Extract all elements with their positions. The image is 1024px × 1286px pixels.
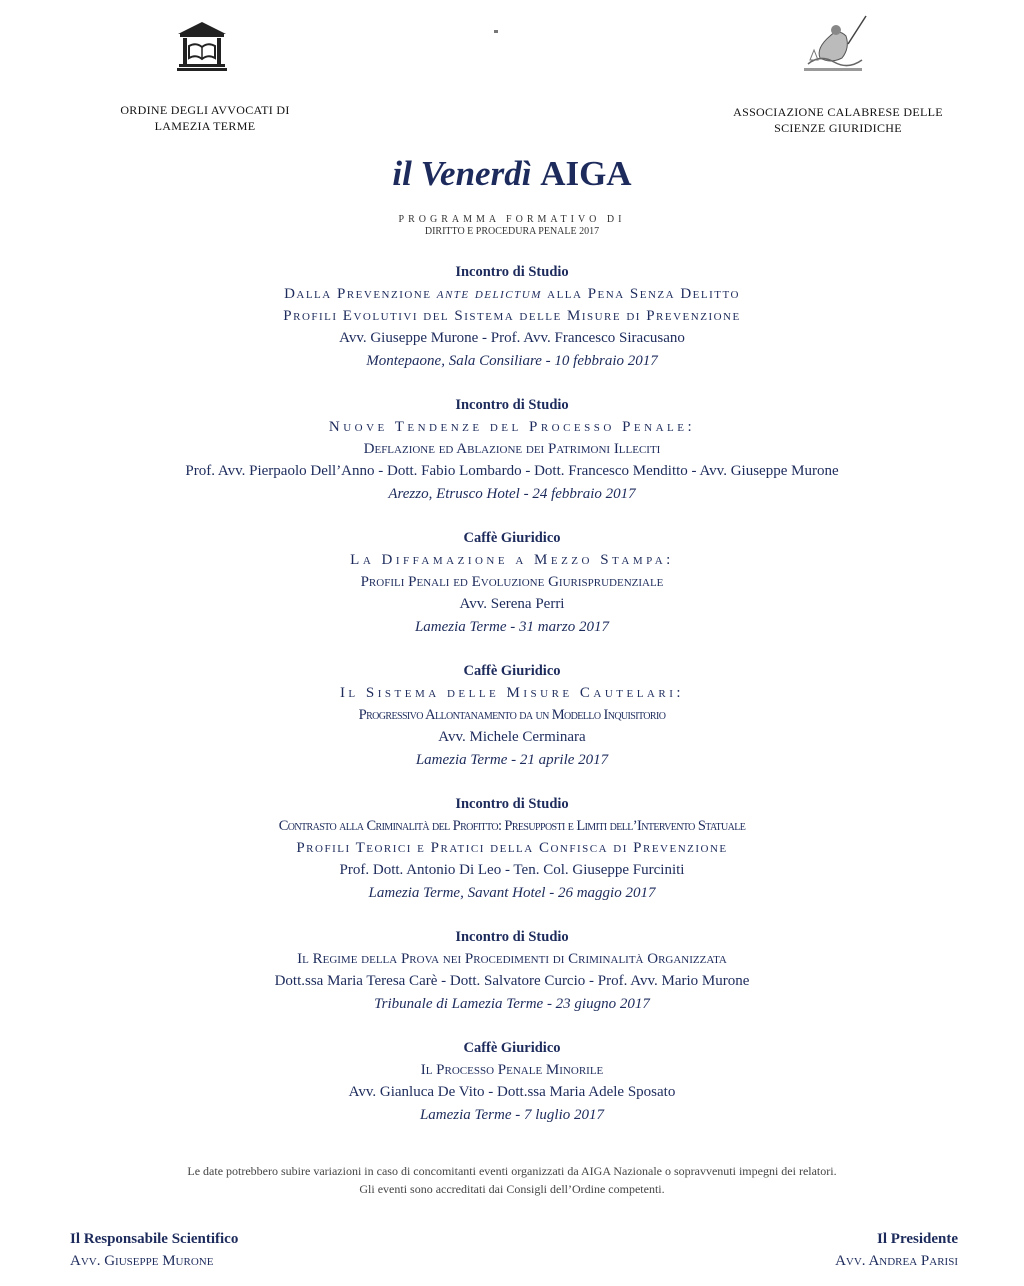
event-speakers: Prof. Avv. Pierpaolo Dell’Anno - Dott. Fabio Lombardo - Dott. Francesco Menditto - Avv. Giuseppe Murone [185,463,839,479]
signature-right [835,1228,958,1272]
event-title [0,283,1024,305]
page-title [0,154,1024,194]
event-item [0,661,1024,772]
event-speakers: Avv. Michele Cerminara [438,729,586,745]
event-type: Caffè Giuridico [463,530,561,546]
event-speakers: Prof. Dott. Antonio Di Leo - Ten. Col. Giuseppe Furciniti [339,862,685,878]
event-type: Incontro di Studio [455,796,569,812]
right-organization [720,104,956,136]
event-type: Caffè Giuridico [463,663,561,679]
event-speakers: Avv. Gianluca De Vito - Dott.ssa Maria Adele Sposato [348,1084,676,1100]
event-title: Il Processo Penale Minorile [420,1062,604,1078]
signature-role: Il Responsabile Scientifico [70,1231,239,1247]
event-type: Incontro di Studio [455,397,569,413]
signature-role: Il Presidente [877,1231,958,1247]
event-item [0,395,1024,506]
event-subtitle: Deflazione ed Ablazione dei Patrimoni Illeciti [363,441,661,457]
event-place-date: Montepaone, Sala Consiliare - 10 febbraio 2017 [366,353,658,369]
event-item [0,794,1024,905]
courthouse-book-icon [176,20,228,72]
note-line-1: Le date potrebbero subire variazioni in caso di concomitanti eventi organizzati da AIGA Nazionale o sopravvenuti impegni dei relatori. [187,1164,837,1178]
event-title-part: alla Pena Senza Delitto [541,286,740,302]
justice-figure-icon [800,14,872,80]
left-org-line-2: LAMEZIA TERME [154,119,256,133]
event-item [0,927,1024,1016]
event-type: Incontro di Studio [455,929,569,945]
event-title: Nuove Tendenze del Processo Penale: [328,419,696,435]
signature-name: Avv. Andrea Parisi [835,1253,958,1269]
event-item [0,262,1024,373]
title-bold: AIGA [540,154,632,193]
event-speakers: Avv. Giuseppe Murone - Prof. Avv. Francesco Siracusano [339,330,685,346]
event-speakers: Avv. Serena Perri [459,596,565,612]
event-subtitle: Profili Teorici e Pratici della Confisca di Prevenzione [296,840,728,856]
title-italic: il Venerdì [392,154,532,193]
program-line-2: DIRITTO E PROCEDURA PENALE 2017 [424,226,600,237]
small-mark [494,30,498,33]
event-subtitle: Profili Penali ed Evoluzione Giurisprudenziale [360,574,664,590]
right-org-line-2: SCIENZE GIURIDICHE [774,121,902,135]
event-place-date: Lamezia Terme - 7 luglio 2017 [419,1107,605,1123]
left-org-line-1: ORDINE DEGLI AVVOCATI DI [120,103,290,117]
event-speakers: Dott.ssa Maria Teresa Carè - Dott. Salvatore Curcio - Prof. Avv. Mario Murone [274,973,750,989]
note-line-2: Gli eventi sono accreditati dai Consigli dell’Ordine competenti. [359,1182,665,1196]
event-item [0,1038,1024,1127]
signature-name: Avv. Giuseppe Murone [70,1253,214,1269]
event-subtitle: Progressivo Allontanamento da un Modello Inquisitorio [358,707,666,723]
event-place-date: Lamezia Terme, Savant Hotel - 26 maggio 2017 [368,885,656,901]
signature-left [70,1228,238,1272]
event-type: Caffè Giuridico [463,1040,561,1056]
event-title-italic: ante delictum [436,286,542,302]
event-item [0,528,1024,639]
event-type: Incontro di Studio [455,264,569,280]
event-place-date: Lamezia Terme - 21 aprile 2017 [415,752,609,768]
events-list [0,262,1024,1149]
event-place-date: Arezzo, Etrusco Hotel - 24 febbraio 2017 [388,486,636,502]
left-organization [95,102,315,134]
event-place-date: Tribunale di Lamezia Terme - 23 giugno 2017 [374,996,650,1012]
event-title: Il Sistema delle Misure Cautelari: [339,685,685,701]
event-title-part: Dalla Prevenzione [284,286,437,302]
event-title: Contrasto alla Criminalità del Profitto: Presupposti e Limiti dell’Intervento Statuale [278,818,746,834]
event-title: Il Regime della Prova nei Procedimenti di Criminalità Organizzata [297,951,727,967]
event-place-date: Lamezia Terme - 31 marzo 2017 [414,619,610,635]
event-title: La Diffamazione a Mezzo Stampa: [350,552,674,568]
program-line-1: PROGRAMMA FORMATIVO DI [398,214,626,225]
program-subtitle [0,214,1024,238]
event-subtitle: Profili Evolutivi del Sistema delle Misure di Prevenzione [283,308,741,324]
footer-note [0,1162,1024,1198]
right-org-line-1: ASSOCIAZIONE CALABRESE DELLE [733,105,943,119]
